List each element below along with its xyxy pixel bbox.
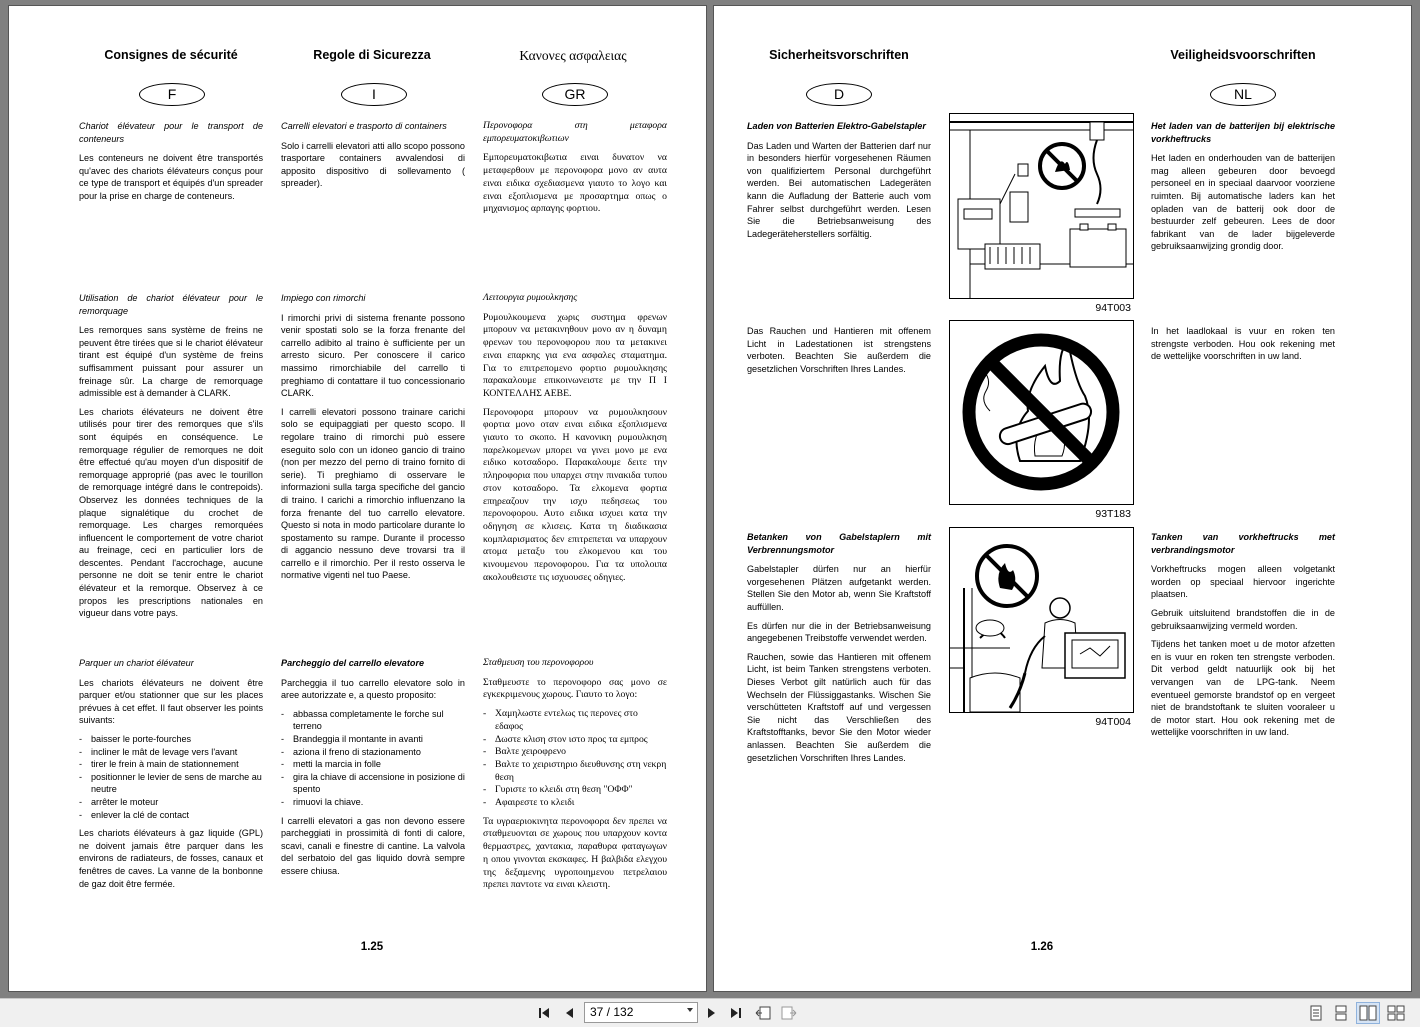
parking-steps-list	[79, 733, 263, 821]
paragraph: Les conteneurs ne doivent être transportés qu'avec des chariots élévateurs conçus pour ce type de transport et équipés d'un spreader pour la prise en charge de conteneurs.	[79, 153, 263, 201]
paragraph: Περονοφορα μπορουν να ρυμουλκησουν φορτια μονο οταν ειναι ειδικα εξοπλισμενα γιαυτο το σκοπο. Η κανονικη ρυμουλκηση παρελκομενων μπορει να γινει μονο με ενα ειδικο κοτσαδορο. Παρακαλουμε δειτε την πληροφορια που υπαρχει στην πινακιδα τυπου στον κοτσαδορο. Τα ελκομενα φορτια επηρεαζουν την ισχυ πεδησεως του περονοφορου. Αυτο ειδικα ισχυει κατα την οδηγηση σε κλισεις. Κατα τη διαδικασια κομπλαρισματος δεν επιτρεπεται να υπαρχουν ατομα μεταξυ του ελκομενου και του κινουμενου περονοφορου. Για τα υπολοιπα ακολουθειστε τις ισχυουσες οδηγιες.	[483, 406, 667, 583]
heading-french: Consignes de sécurité	[104, 48, 238, 62]
section-title: Carrelli elevatori e trasporto di containers	[281, 121, 447, 131]
nl-section-refueling	[1151, 531, 1335, 745]
fr-section-towing	[79, 292, 263, 626]
page-number-value: 37 / 132	[590, 1005, 634, 1019]
language-oval-gr: GR	[542, 83, 608, 106]
paragraph: Gabelstapler dürfen nur an hierfür vorgesehenen Plätzen aufgetankt werden. Stellen Sie den Motor ab, wenn Sie Kraftstoff auffüllen.	[747, 564, 931, 612]
paragraph: In het laadlokaal is vuur en roken ten strengste verboden. Hou ook rekening met de wettelijke voorschriften in uw land.	[1151, 326, 1335, 362]
list-item: - Γυριστε το κλειδι στη θεση "ΟΦΦ"	[483, 784, 667, 797]
section-title: Utilisation de chariot élévateur pour le remorquage	[79, 293, 263, 316]
list-item: - baisser le porte-fourches	[79, 733, 263, 746]
paragraph: Rauchen, sowie das Hantieren mit offenem Licht, ist beim Tanken strengstens verboten. Dieses Verbot gilt natürlich auch für das Wechseln der Flüssiggastanks. Wischen Sie verschütteten Kraftstoff auf und vergessen Sie nicht das Verschließen des Kraftstofftanks, bevor Sie den Motor wieder anlassen. Beachten Sie außerdem die gesetzlichen Vorschriften Ihres Landes.	[747, 651, 931, 763]
de-section-battery-charging	[747, 120, 931, 246]
list-item: - tirer le frein à main de stationnement	[79, 758, 263, 771]
list-item: - Βαλτε χειροφρενο	[483, 746, 667, 759]
refueling-drawing	[950, 528, 1133, 712]
page-number: 1.25	[360, 941, 384, 953]
de-section-refueling	[747, 531, 931, 770]
paragraph: I carrelli elevatori possono trainare carichi solo se equipaggiati per questo scopo. Il regolare traino di rimorchi può essere eseguito solo con un idoneo gancio di traino (non per mezzo del perno di traino fornito di serie). Ti preghiamo di osservare le informazioni sulla targa specifiche del gancio di traino. I carichi a rimorchio influenzano la forza frenante del tuo carrello elevatore. Questo si nota in modo particolare durante lo spostamento su rampe. Durante il processo di aggancio nessuno deve trovarsi tra il carrello e il rimorchio. Per il resto osserva le normative vigenti nel tuo Paese.	[281, 406, 465, 581]
paragraph: Vorkheftrucks mogen alleen volgetankt worden op speciaal hiervoor ingerichte plaatsen.	[1151, 564, 1335, 600]
battery-charging-drawing	[950, 114, 1133, 298]
it-section-parking	[281, 657, 465, 884]
heading-german: Sicherheitsvorschriften	[769, 48, 909, 62]
paragraph: I carrelli elevatori a gas non devono essere parcheggiati in prossimità di fonti di calore, scavi, canali e finestre di cantine. La valvola del serbatoio del gas liquido dovrà sempre essere chiusa.	[281, 815, 465, 876]
battery-charging-illustration	[949, 113, 1134, 299]
list-item: - gira la chiave di accensione in posizione di spento	[281, 771, 465, 796]
list-item: - abbassa completamente le forche sul terreno	[281, 708, 465, 733]
section-title: Impiego con rimorchi	[281, 293, 366, 303]
nl-section-no-smoking	[1151, 325, 1335, 369]
paragraph: Het laden en onderhouden van de batterijen mag alleen gebeuren door bevoegd personeel en in speciaal daarvoor voorziene ruimten. Bij automatische laders kan het opladen van de batterij ook door de bestuurder zelf gebeuren. Lees de door fabrikant van de lader bijgeleverde gebruiksaanwijzing grondig door.	[1151, 153, 1335, 252]
section-title: Tanken van vorkheftrucks met verbrandingsmotor	[1151, 532, 1335, 555]
refueling-illustration	[949, 527, 1134, 713]
no-smoking-illustration	[949, 320, 1134, 505]
forward-view-icon[interactable]	[779, 1002, 799, 1024]
figure-caption: 94T003	[1095, 302, 1131, 314]
paragraph: Parcheggia il tuo carrello elevatore solo in aree autorizzate e, a questo proposito:	[281, 677, 465, 701]
nl-section-battery-charging	[1151, 120, 1335, 259]
paragraph: Solo i carrelli elevatori atti allo scopo possono trasportare containers avvalendosi di apposito dispositivo di sollevamento ( spreader).	[281, 140, 465, 189]
heading-dutch: Veiligheidsvoorschriften	[1170, 48, 1316, 62]
list-item: - incliner le mât de levage vers l'avant	[79, 746, 263, 759]
de-section-no-smoking	[747, 325, 931, 381]
continuous-facing-view-icon[interactable]	[1385, 1002, 1407, 1024]
section-title: Parquer un chariot élévateur	[79, 658, 194, 668]
list-item: - Δωστε κλιση στον ιστο προς τα εμπρος	[483, 734, 667, 747]
parking-steps-list	[483, 708, 667, 810]
list-item: - aziona il freno di stazionamento	[281, 746, 465, 759]
list-item: - metti la marcia in folle	[281, 758, 465, 771]
back-view-icon[interactable]	[753, 1002, 773, 1024]
it-section-containers	[281, 120, 465, 196]
fr-section-containers	[79, 120, 263, 209]
next-page-icon[interactable]	[703, 1002, 721, 1024]
page-number-field[interactable]	[584, 1002, 698, 1023]
paragraph: Gebruik uitsluitend brandstoffen die in de gebruiksaanwijzing vermeld worden.	[1151, 607, 1335, 631]
fr-section-parking	[79, 657, 263, 896]
paragraph: Les remorques sans système de freins ne peuvent être tirées que si le chariot élévateur tirant est équipé d'un système de freins suffisamment puissant pour assurer un freinage sûr. La charge de remorquage admissible est à demander à CLARK.	[79, 325, 263, 399]
gr-section-towing	[483, 292, 667, 590]
chevron-down-icon[interactable]	[687, 1008, 693, 1012]
paragraph: Les chariots élévateurs ne doivent être parquer et/ou stationner que sur les places prévues à cet effet. Il faut observer les points suivants:	[79, 677, 263, 726]
list-item: - arrêter le moteur	[79, 796, 263, 809]
section-title: Λειτουργια ρυμουλκησης	[483, 292, 578, 303]
list-item: - Χαμηλωστε εντελως τις περονες στο εδαφος	[483, 708, 667, 733]
figure-caption: 94T004	[1095, 716, 1131, 728]
gr-section-containers	[483, 120, 667, 222]
section-title: Σταθμευση του περονοφορου	[483, 657, 594, 668]
paragraph: I rimorchi privi di sistema frenante possono venir spostati solo se la forza frenante del carrello adibito al traino è sufficiente per un arresto sicuro. Per conoscere il carico massimo rimorchiabile del carrello ti preghiamo di contattare il tuo concessionario CLARK.	[281, 312, 465, 399]
list-item: - Brandeggia il montante in avanti	[281, 733, 465, 746]
paragraph: Les chariots élévateurs à gaz liquide (GPL) ne doivent jamais être parquer dans les environs de radiateurs, de fosses, canaux et fenêtres de caves. La vanne de la bonbonne de gaz doit être fermée.	[79, 828, 263, 889]
last-page-icon[interactable]	[727, 1002, 745, 1024]
language-oval-d: D	[806, 83, 872, 106]
paragraph: Ρυμουλκουμενα χωρις συστημα φρενων μπορουν να μετακινηθουν μονο αν η δυναμη φρενων του περονοφορου που τα μετακινει ειναι επαρκης για ενα ασφαλες σταματημα. Για το επιτρεπομενο φορτιο ρυμουλκησης παρακαλουμε επικοινωνειστε με την Π Ι ΚΟΝΤΕΛΛΗΣ ΑΕΒΕ.	[483, 311, 667, 399]
heading-italian: Regole di Sicurezza	[313, 48, 431, 62]
list-item: - enlever la clé de contact	[79, 809, 263, 822]
heading-greek: Κανονες ασφαλειας	[519, 48, 627, 63]
section-title: Betanken von Gabelstaplern mit Verbrennungsmotor	[747, 532, 931, 555]
paragraph: Εμπορευματοκιβωτια ειναι δυνατον να μεταφερθουν με περονοφορα μονο αν αυτα ειναι ειδικα σχεδιασμενα γιαυτο το λογο και ειναι εξοπλισμενα με προσαρτημα οπως ο μηχανισμος αρπαγης φορτιου.	[483, 152, 667, 215]
section-title: Het laden van de batterijen bij elektrische vorkheftrucks	[1151, 121, 1335, 144]
list-item: - Βαλτε το χειριστηριο διευθυνσης στη νεκρη θεση	[483, 759, 667, 784]
section-title: Περονοφορα στη μεταφορα εμπορευματοκιβωτιων	[483, 120, 667, 144]
list-item: - rimuovi la chiave.	[281, 796, 465, 809]
list-item: - positionner le levier de sens de marche au neutre	[79, 771, 263, 796]
single-page-view-icon[interactable]	[1306, 1002, 1326, 1024]
paragraph: Τα υγραεριοκινητα περονοφορα δεν πρεπει να σταθμευονται σε χωρους που υπαρχουν κοντα θερμαστρες, χαντακια, παραθυρα φαταγωγων η οπου γινονται εκσκαφες. Η βαλβιδα ελεγχου της δεξαμενης υγροποιημενου πετρελαιου πρεπει παντοτε να ειναι κλειστη.	[483, 815, 667, 891]
facing-view-icon[interactable]	[1356, 1002, 1380, 1024]
no-smoking-drawing	[950, 321, 1133, 504]
language-oval-f: F	[139, 83, 205, 106]
right-page	[713, 5, 1412, 992]
first-page-icon[interactable]	[535, 1002, 553, 1024]
section-title: Chariot élévateur pour le transport de conteneurs	[79, 121, 263, 144]
viewer-toolbar	[0, 998, 1420, 1027]
paragraph: Les chariots élévateurs ne doivent être utilisés pour tirer des remorques que s'ils sont équipés en conséquence. Le remorquage régulier de remorques ne doit être effectué qu'au moyen d'un dispositif de remorquage approprié (pas avec le tourillon de remorquage intégré dans le contrepoids). Observez les données techniques de la plaque signalétique du crochet de remorquage. Les charges remorquées influencent le comportement de votre chariot au freinage, ceci en particulier lors de descentes. Pendant l'accrochage, aucune personne ne doit se tenir entre le chariot élévateur et la remorque. Observez à ce propos les prescriptions nationales en vigueur dans votre pays.	[79, 406, 263, 619]
section-title: Laden von Batterien Elektro-Gabelstapler	[747, 121, 926, 131]
section-title: Parcheggio del carrello elevatore	[281, 658, 425, 668]
gr-section-parking	[483, 657, 667, 898]
paragraph: Das Rauchen und Hantieren mit offenem Licht in Ladestationen ist strengstens verboten. Beachten Sie außerdem die gesetzlichen Vorschriften Ihres Landes.	[747, 326, 931, 374]
continuous-view-icon[interactable]	[1331, 1002, 1351, 1024]
left-page	[8, 5, 707, 992]
paragraph: Das Laden und Warten der Batterien darf nur in besonders hierfür vorgesehenen Räumen von qualifiziertem Personal durchgeführt werden. Bei automatischen Ladegeräten kann die Aufladung der Batterie auch vom Fahrer selbst durchgeführt werden. Lesen Sie die Betriebsanweisung des Ladegeräteherstellers sorfältig.	[747, 140, 931, 239]
list-item: - Αφαιρεστε το κλειδι	[483, 797, 667, 810]
parking-steps-list	[281, 708, 465, 809]
figure-caption: 93T183	[1095, 508, 1131, 520]
paragraph: Σταθμευστε το περονοφορο σας μονο σε εγκεκριμενους χωρους. Γιαυτο το λογο:	[483, 676, 667, 701]
language-oval-i: I	[341, 83, 407, 106]
paragraph: Tijdens het tanken moet u de motor afzetten en is vuur en roken ten strengste verboden. Dit verbod geldt natuurlijk ook bij het vervangen van de LPG-tank. Neem eventueel gemorste brandstof op en vergeet niet de brandstoftank te sluiten vooraleer u de motor start. Hou ook rekening met de wettelijke voorschriften in uw land.	[1151, 639, 1335, 738]
it-section-towing	[281, 292, 465, 588]
page-number: 1.26	[1030, 941, 1054, 953]
previous-page-icon[interactable]	[560, 1002, 578, 1024]
paragraph: Es dürfen nur die in der Betriebsanweisung angegebenen Treibstoffe verwendet werden.	[747, 620, 931, 644]
language-oval-nl: NL	[1210, 83, 1276, 106]
